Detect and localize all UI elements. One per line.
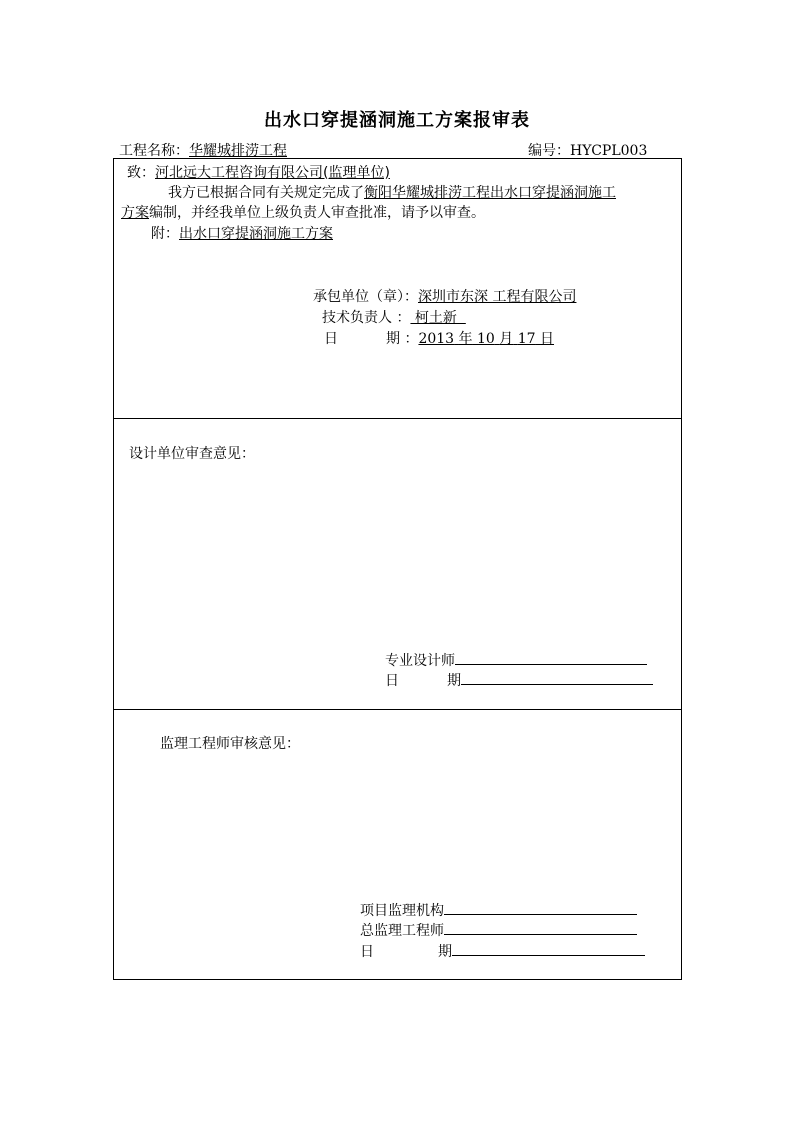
attachment-line [151,223,333,243]
scheme-name-part2: 方案 [121,205,149,221]
date-month: 10 [477,331,495,347]
date-day-unit: 日 [540,331,555,347]
form-number-row [528,140,647,160]
recipient-line [127,162,390,182]
tech-lead-label: 技术负责人 ： [322,310,411,326]
project-name-row [119,140,287,160]
designer-line [385,650,647,670]
supervision-opinion-label: 监理工程师审核意见： [160,736,300,752]
scheme-name-part1: 衡阳华耀城排涝工程出水口穿提涵洞施工 [364,185,616,201]
project-name: 华耀城排涝工程 [189,143,287,159]
date-month-unit: 月 [499,331,514,347]
chief-engineer-blank [444,921,637,935]
supervision-date-label-b: 期 [438,944,452,960]
page-title: 出水口穿提涵洞施工方案报审表 [264,110,530,131]
tech-lead-line [322,307,466,327]
design-opinion-label: 设计单位审查意见： [129,446,255,462]
recipient-value: 河北远大工程咨询有限公司(监理单位) [155,165,390,181]
contractor-line [313,286,576,306]
design-date-blank [461,671,653,685]
chief-engineer-line [360,920,637,940]
date-value [418,331,554,347]
design-date-line [385,670,653,690]
design-date-label-a: 日 [385,673,399,689]
body-line-1 [168,182,616,202]
row-divider-2 [113,709,682,710]
body-line-2 [121,202,485,222]
contractor-date-line [324,328,554,348]
form-number: HYCPL003 [570,143,648,159]
supervision-date-label-a: 日 [360,944,374,960]
body-line-2-text: 编制，并经我单位上级负责人审查批准，请予以审查。 [149,205,485,221]
supervision-org-blank [444,901,637,915]
date-label-a: 日 [324,331,338,347]
design-date-label-b: 期 [447,673,461,689]
date-year: 2013 [418,331,455,347]
date-label-b: 期 ： [386,331,419,347]
body-line-1-text: 我方已根据合同有关规定完成了 [168,185,364,201]
designer-signature-blank [455,651,647,665]
designer-label: 专业设计师 [385,653,455,669]
date-year-unit: 年 [458,331,473,347]
attachment-label: 附： [151,226,179,242]
supervision-org-line [360,900,637,920]
supervision-org-label: 项目监理机构 [360,903,444,919]
form-table [113,158,682,980]
row-divider-1 [113,418,682,419]
tech-lead-value: 柯土新 [410,310,466,326]
supervision-date-line [360,941,645,961]
attachment-value: 出水口穿提涵洞施工方案 [179,226,333,242]
chief-engineer-label: 总监理工程师 [360,923,444,939]
project-label: 工程名称： [119,143,189,159]
number-label: 编号： [528,143,570,159]
date-day: 17 [517,331,536,347]
contractor-value: 深圳市东深 工程有限公司 [418,289,577,305]
recipient-label: 致： [127,165,155,181]
supervision-date-blank [452,942,645,956]
contractor-label: 承包单位（章）： [313,289,418,305]
